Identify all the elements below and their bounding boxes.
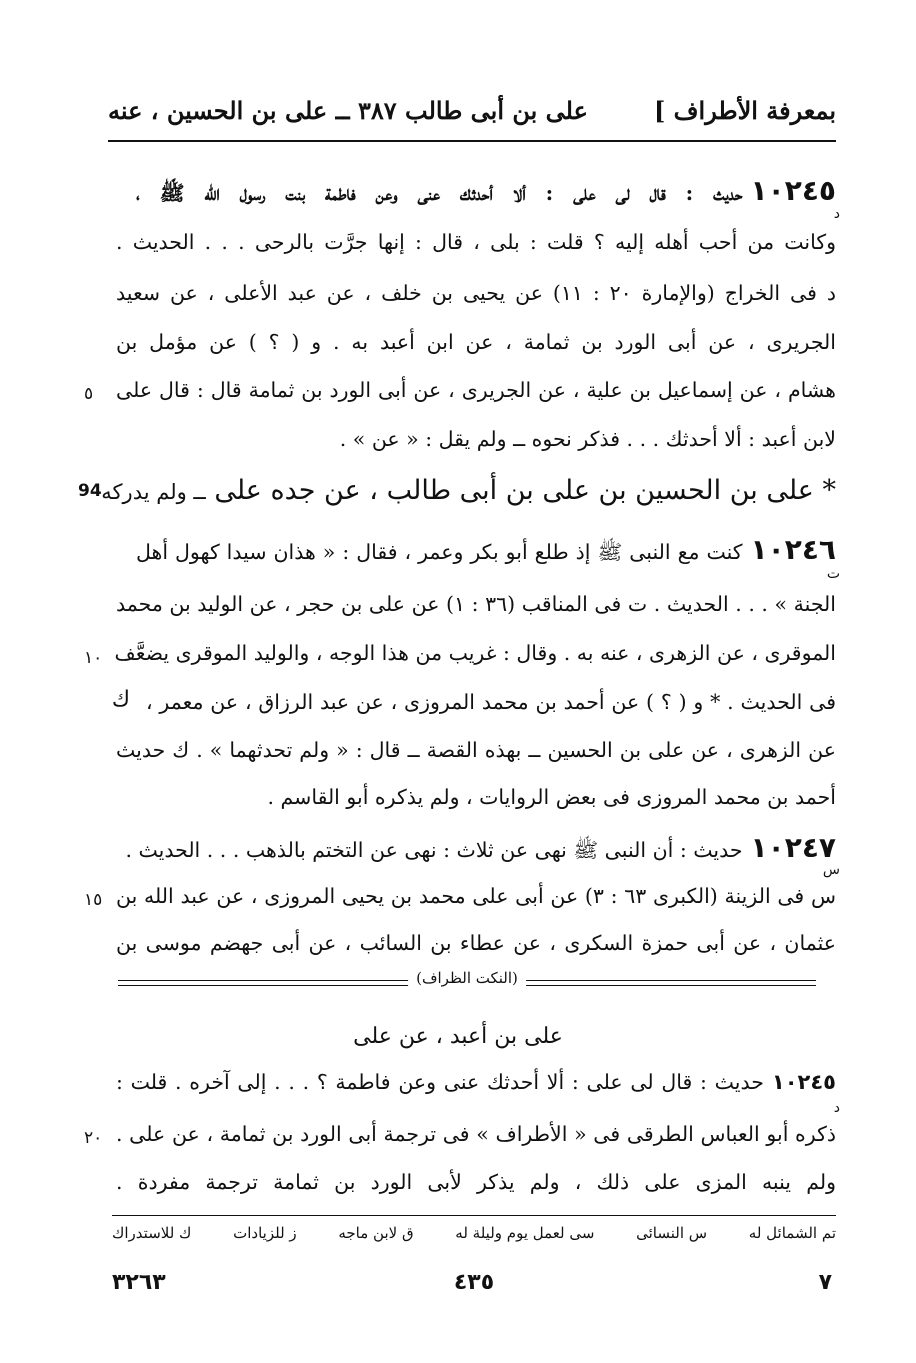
nukat-line-text: حديث : قال لى على : ألا أحدثك عنى وعن فاطمة ؟ . . . إلى آخره . قلت : bbox=[116, 1070, 764, 1094]
page-numbers bbox=[112, 1270, 836, 1306]
text-line-3: د فى الخراج (والإمارة ٢٠ : ١١) عن يحيى بن خلف ، عن عبد الأعلى ، عن سعيد bbox=[116, 281, 836, 305]
separator-label: (النكت الظراف) bbox=[408, 969, 526, 987]
hadith-number: ١٠٢٤٧ bbox=[750, 831, 836, 864]
source-symbol: ك bbox=[111, 687, 130, 712]
text-line-11: عن الزهرى ، عن على بن الحسين ــ بهذه القصة ــ قال : « ولم تحدثهما » . ك حديث bbox=[116, 738, 836, 762]
header-title-left: على بن أبى طالب ٣٨٧ ــ على بن الحسين ، عنه bbox=[108, 96, 588, 125]
abbr-item: ك للاستدراك bbox=[112, 1224, 192, 1242]
biography-tail: ــ ولم يدركه bbox=[101, 480, 206, 504]
hadith-line-text: كنت مع النبى ﷺ إذ طلع أبو بكر وعمر ، فقال : « هذان سيدا كهول أهل bbox=[136, 540, 743, 564]
nukat-title: على بن أعبد ، عن على bbox=[353, 1024, 563, 1049]
source-symbol: د bbox=[833, 1100, 840, 1116]
text-line-2: وكانت من أحب أهله إليه ؟ قلت : بلى ، قال : إنها جرَّت بالرحى . . . الحديث . bbox=[116, 230, 836, 254]
header-rule bbox=[108, 140, 836, 142]
footer-rule bbox=[112, 1215, 836, 1216]
source-symbol: ت bbox=[826, 566, 840, 582]
source-symbol: س bbox=[822, 862, 840, 878]
hadith-line-text: حديث : قال لى على : ألا أحدثك عنى وعن فاطمة بنت رسول الله ﷺ ، bbox=[136, 181, 743, 205]
biography-star: * bbox=[822, 475, 836, 506]
hadith-line-text: حديث : أن النبى ﷺ نهى عن ثلاث : نهى عن التختم بالذهب . . . الحديث . bbox=[125, 838, 743, 862]
text-line-5: هشام ، عن إسماعيل بن علية ، عن الجريرى ، عن أبى الورد بن ثمامة قال : قال على bbox=[116, 378, 836, 402]
running-header bbox=[108, 92, 836, 134]
text-line-8: الجنة » . . . الحديث . ت فى المناقب (٣٦ : ١) عن على بن حجر ، عن الوليد بن محمد bbox=[116, 592, 836, 616]
abbreviation-key bbox=[112, 1224, 836, 1250]
volume-number: ٧ bbox=[818, 1270, 832, 1295]
abbr-item: س النسائى bbox=[636, 1224, 708, 1242]
running-number: ٣٢٦٣ bbox=[112, 1270, 166, 1295]
abbr-item: ق لابن ماجه bbox=[338, 1224, 414, 1242]
abbr-item: تم الشمائل له bbox=[748, 1224, 836, 1242]
text-line-9: الموقرى ، عن الزهرى ، عنه به . وقال : غريب من هذا الوجه ، والوليد الموقرى يضعَّف bbox=[114, 641, 836, 665]
biography-heading bbox=[101, 475, 836, 506]
text-line-15: عثمان ، عن أبى حمزة السكرى ، عن عطاء بن السائب ، عن أبى جهضم موسى بن bbox=[116, 931, 836, 955]
biography-number: 94 bbox=[78, 481, 102, 501]
margin-line-number: ٢٠ bbox=[84, 1128, 103, 1148]
biography-title: على بن الحسين بن على بن أبى طالب ، عن جده على bbox=[214, 475, 814, 506]
source-symbol: د bbox=[833, 206, 840, 222]
page-number: ٤٣٥ bbox=[453, 1270, 495, 1295]
nukat-line-3: ولم ينبه المزى على ذلك ، ولم يذكر لأبى الورد بن ثمامة ترجمة مفردة . bbox=[116, 1170, 836, 1194]
text-line-10: فى الحديث . * و ( ؟ ) عن أحمد بن محمد المروزى ، عن عبد الرزاق ، عن معمر ، bbox=[146, 690, 836, 714]
abbr-item: سى لعمل يوم وليلة له bbox=[455, 1224, 595, 1242]
abbr-item: ز للزيادات bbox=[233, 1224, 297, 1242]
header-title-right: بمعرفة الأطراف ] bbox=[653, 96, 836, 125]
text-line-12: أحمد بن محمد المروزى فى بعض الروايات ، ولم يذكره أبو القاسم . bbox=[267, 785, 836, 809]
text-line-6: لابن أعبد : ألا أحدثك . . . فذكر نحوه ــ ولم يقل : « عن » . bbox=[339, 427, 836, 451]
hadith-number: ١٠٢٤٦ bbox=[750, 533, 836, 566]
text-line-13 bbox=[125, 831, 836, 868]
hadith-number: ١٠٢٤٥ bbox=[771, 1070, 836, 1094]
nukat-separator bbox=[118, 969, 816, 991]
text-line-14: س فى الزينة (الكبرى ٦٣ : ٣) عن أبى على محمد بن يحيى المروزى ، عن عبد الله بن bbox=[116, 884, 836, 908]
text-line-1 bbox=[136, 174, 836, 211]
margin-line-number: ٥ bbox=[84, 384, 94, 404]
margin-line-number: ١٥ bbox=[84, 890, 103, 910]
text-line-4: الجريرى ، عن أبى الورد بن ثمامة ، عن ابن أعبد به . و ( ؟ ) عن مؤمل بن bbox=[116, 330, 836, 354]
text-line-7 bbox=[136, 533, 836, 570]
hadith-number: ١٠٢٤٥ bbox=[750, 174, 836, 207]
nukat-line-2: ذكره أبو العباس الطرقى فى « الأطراف » فى ترجمة أبى الورد بن ثمامة ، عن على . bbox=[116, 1122, 836, 1146]
nukat-line-1 bbox=[116, 1070, 836, 1094]
margin-line-number: ١٠ bbox=[84, 648, 103, 668]
